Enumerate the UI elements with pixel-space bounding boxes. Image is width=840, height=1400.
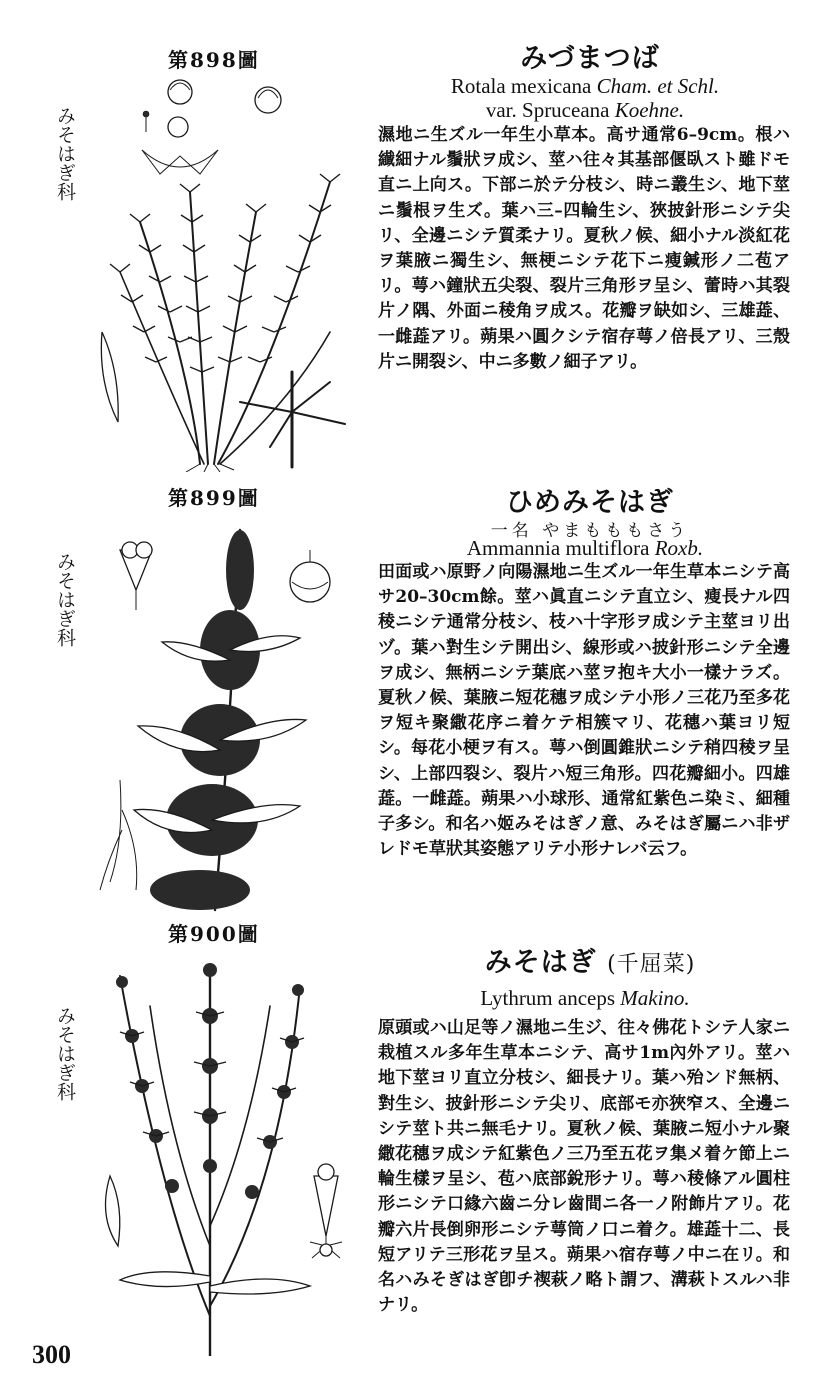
fruit-detail <box>290 550 330 602</box>
latin-author1: Roxb. <box>654 536 704 560</box>
latin-author1: Makino. <box>620 986 690 1010</box>
flower-spikes <box>150 530 260 910</box>
title-ja: みづまつば <box>520 43 660 74</box>
family-label: みそはぎ科 <box>54 552 76 647</box>
latin-name <box>370 986 800 1010</box>
latin-author2: Koehne. <box>614 98 685 122</box>
entry-898 <box>0 0 840 470</box>
entry-900 <box>0 910 840 1380</box>
flower-detail <box>310 1164 342 1258</box>
illustration-rotala <box>80 72 370 472</box>
illustration-lythrum <box>80 946 370 1356</box>
latin-line2: var. Spruceana <box>485 98 610 122</box>
description: 濕地ニ生ズル一年生小草本。高サ通常6–9cm。根ハ纎細ナル鬚狀ヲ成シ、莖ハ往々其基部偃臥スト雖ドモ直ニ上向ス。下部ニ於テ分枝シ、時ニ叢生シ、地下莖ニ鬚根ヲ生ズ。葉ハ三–四輪生シ、狹披針形ニシテ尖リ、全邊ニシテ質柔ナリ。夏秋ノ候、細小ナル淡紅花ヲ葉腋ニ獨生シ、無梗ニシテ花下ニ瘦鍼形ノ二苞アリ。萼ハ鐘狀五尖裂、裂片三角形ヲ呈シ、蕾時ハ其裂片ノ隅、外面ニ稜角ヲ成ス。花瓣ヲ缺如シ、三雄蕋、一雌蕋アリ。蒴果ハ圓クシテ宿存萼ノ倍長アリ、三殼片ニ開裂シ、中ニ多數ノ細子アリ。 <box>378 125 790 372</box>
latin-author1: Cham. et Schl. <box>596 74 720 98</box>
entry-899 <box>0 470 840 910</box>
latin-name <box>370 74 800 122</box>
flower-detail <box>120 542 152 610</box>
description: 原頭或ハ山足等ノ濕地ニ生ジ、往々佛花トシテ人家ニ栽植スル多年生草本ニシテ、高サ1m內外アリ。莖ハ地下莖ヨリ直立分枝シ、細長ナリ。葉ハ殆ンド無柄、對生シ、披針形ニシテ尖リ、底部モ亦狹窄ス、全邊ニシテ莖ト共ニ無毛ナリ。夏秋ノ候、葉腋ニ短小ナル聚繖花穗ヲ成シテ紅紫色ノ三乃至五花ヲ集メ着ケ節上ニ輪生樣ヲ呈シ、苞ハ底部銳形ナリ。萼ハ稜條アル圓柱形ニシテ口緣六齒ニ分レ齒間ニ各一ノ附飾片アリ。花瓣六片長倒卵形ニシテ萼筒ノ口ニ着ク。雄蕋十二、長短アリテ三形花ヲ呈ス。蒴果ハ宿存萼ノ中ニ在リ。和名ハみそぎはぎ卽チ禊萩ノ略ト謂フ、溝萩トスルハ非ナリ。 <box>378 1018 790 1316</box>
basal-leaf <box>210 1279 310 1294</box>
leaf-whorls <box>110 174 340 372</box>
title-ja: ひめみそはぎ <box>506 487 674 518</box>
figure-label: 第900圖 <box>168 922 260 946</box>
family-label: みそはぎ科 <box>54 106 76 201</box>
title-ja <box>380 940 800 979</box>
alias: 一名 やまもももさう <box>490 521 690 541</box>
description: 田面或ハ原野ノ向陽濕地ニ生ズル一年生草本ニシテ高サ20–30cm餘。莖ハ眞直ニシテ直立シ、瘦長ナル四稜ニシテ通常分枝シ、枝ハ十字形ヲ成シテ主莖ヨリ出ヅ。葉ハ對生シテ開出シ、線形或ハ披針形ニシテ全邊ヲ成シ、無柄ニシテ葉底ハ莖ヲ抱キ大小一樣ナラズ。夏秋ノ候、葉腋ニ短花穗ヲ成シテ小形ノ三花乃至多花ヲ短キ聚繖花序ニ着ケテ相簇マリ、花穗ハ葉ヨリ短シ。每花小梗ヲ有ス。萼ハ倒圓錐狀ニシテ稍四稜ヲ呈シ、上部四裂シ、裂片ハ短三角形。四花瓣細小。四雄蕋。一雌蕋。蒴果ハ小球形、通常紅紫色ニ染ミ、細種子多シ。和名ハ姬みそはぎノ意、みそはぎ屬ニハ非ザレドモ草狀其姿態アリテ小形ナレバ云フ。 <box>378 562 790 860</box>
title-ja-kanji: (千屈菜) <box>607 952 696 977</box>
figure-label: 第899圖 <box>168 486 260 510</box>
family-label: みそはぎ科 <box>54 1006 76 1101</box>
latin-line1: Lythrum anceps <box>480 986 616 1010</box>
flower-detail-drawings <box>142 80 281 174</box>
title-ja-kana: みそはぎ <box>484 947 597 978</box>
basal-leaf <box>120 1272 210 1287</box>
leaf-detail <box>101 332 118 422</box>
latin-name <box>370 536 800 560</box>
latin-line1: Ammannia multiflora <box>466 536 650 560</box>
figure-label: 第898圖 <box>168 48 260 72</box>
leaf-detail <box>106 1176 120 1246</box>
page-number: 300 <box>32 1340 71 1369</box>
latin-line1: Rotala mexicana <box>450 74 592 98</box>
stems <box>120 182 330 464</box>
illustration-ammannia <box>80 510 370 920</box>
roots <box>100 780 137 890</box>
